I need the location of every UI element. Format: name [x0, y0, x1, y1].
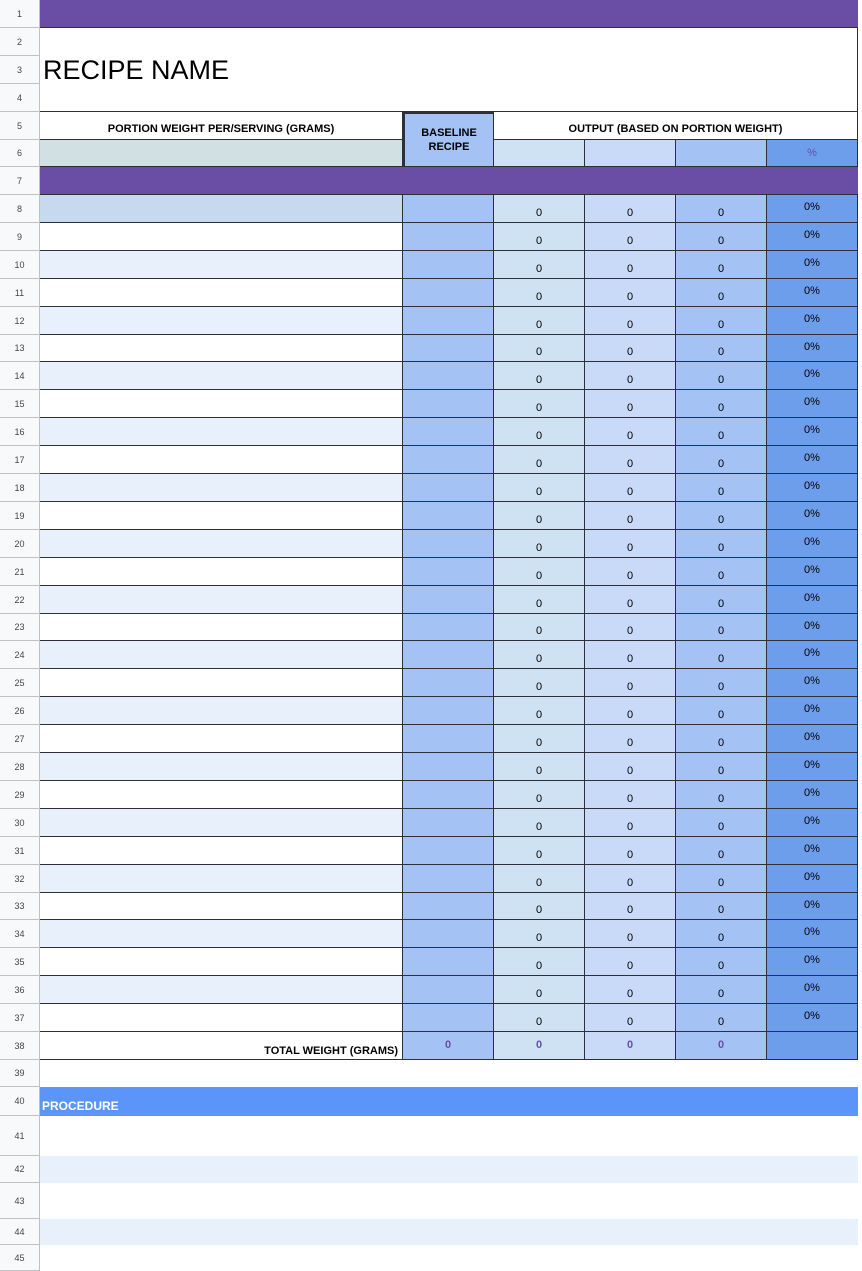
- row-header[interactable]: 10: [0, 251, 40, 279]
- output-value-3[interactable]: 0: [676, 223, 767, 251]
- baseline-value[interactable]: [403, 809, 494, 837]
- total-output-2[interactable]: 0: [585, 1032, 676, 1060]
- row-header[interactable]: 43: [0, 1183, 40, 1219]
- output-value-3[interactable]: 0: [676, 920, 767, 948]
- baseline-value[interactable]: [403, 697, 494, 725]
- output-value-3[interactable]: 0: [676, 697, 767, 725]
- output-header: OUTPUT (BASED ON PORTION WEIGHT): [494, 112, 858, 140]
- output-value-1[interactable]: 0: [494, 1004, 585, 1032]
- row-header[interactable]: 14: [0, 362, 40, 390]
- baseline-value[interactable]: [403, 446, 494, 474]
- output-value-1[interactable]: 0: [494, 195, 585, 223]
- row-header[interactable]: 28: [0, 753, 40, 781]
- baseline-value[interactable]: [403, 474, 494, 502]
- row-header[interactable]: 20: [0, 530, 40, 558]
- baseline-value[interactable]: [403, 893, 494, 920]
- row-header[interactable]: 22: [0, 586, 40, 614]
- ingredient-name[interactable]: [40, 335, 403, 362]
- procedure-step[interactable]: [40, 1156, 858, 1183]
- output-value-2[interactable]: 0: [585, 1004, 676, 1032]
- output-value-2[interactable]: 0: [585, 502, 676, 530]
- row-header[interactable]: 41: [0, 1116, 40, 1156]
- baseline-value[interactable]: [403, 335, 494, 362]
- output-value-3[interactable]: 0: [676, 809, 767, 837]
- baseline-value[interactable]: [403, 502, 494, 530]
- output-value-3[interactable]: 0: [676, 614, 767, 641]
- total-weight-label: TOTAL WEIGHT (GRAMS): [40, 1032, 403, 1060]
- ingredient-name[interactable]: [40, 195, 403, 223]
- baseline-value[interactable]: [403, 530, 494, 558]
- percent-value[interactable]: 0%: [767, 948, 858, 976]
- baseline-value[interactable]: [403, 307, 494, 335]
- output-value-2[interactable]: 0: [585, 474, 676, 502]
- output-value-1[interactable]: 0: [494, 335, 585, 362]
- ingredient-name[interactable]: [40, 279, 403, 307]
- row-header[interactable]: 18: [0, 474, 40, 502]
- ingredient-name[interactable]: [40, 614, 403, 641]
- baseline-value[interactable]: [403, 586, 494, 614]
- output-value-3[interactable]: 0: [676, 335, 767, 362]
- output-value-2[interactable]: 0: [585, 614, 676, 641]
- output-value-3[interactable]: 0: [676, 976, 767, 1004]
- output-value-3[interactable]: 0: [676, 865, 767, 893]
- ingredient-name[interactable]: [40, 307, 403, 335]
- output-value-2[interactable]: 0: [585, 948, 676, 976]
- row-header[interactable]: 3: [0, 56, 40, 84]
- output-value-1[interactable]: 0: [494, 362, 585, 390]
- baseline-value[interactable]: [403, 725, 494, 753]
- output-value-3[interactable]: 0: [676, 418, 767, 446]
- ingredient-name[interactable]: [40, 697, 403, 725]
- output-value-1[interactable]: 0: [494, 920, 585, 948]
- output-value-2[interactable]: 0: [585, 335, 676, 362]
- output-value-1[interactable]: 0: [494, 837, 585, 865]
- output-value-2[interactable]: 0: [585, 669, 676, 697]
- row-header[interactable]: 9: [0, 223, 40, 251]
- ingredient-name[interactable]: [40, 641, 403, 669]
- output-value-3[interactable]: 0: [676, 530, 767, 558]
- output-value-1[interactable]: 0: [494, 893, 585, 920]
- output-value-1[interactable]: 0: [494, 279, 585, 307]
- output-value-3[interactable]: 0: [676, 893, 767, 920]
- ingredient-name[interactable]: [40, 976, 403, 1004]
- percent-value[interactable]: 0%: [767, 362, 858, 390]
- output-value-3[interactable]: 0: [676, 669, 767, 697]
- output-value-1[interactable]: 0: [494, 725, 585, 753]
- ingredient-name[interactable]: [40, 725, 403, 753]
- output-value-2[interactable]: 0: [585, 195, 676, 223]
- row-header[interactable]: 30: [0, 809, 40, 837]
- ingredient-name[interactable]: [40, 586, 403, 614]
- baseline-value[interactable]: [403, 641, 494, 669]
- percent-value[interactable]: 0%: [767, 781, 858, 809]
- row-header[interactable]: 36: [0, 976, 40, 1004]
- percent-value[interactable]: 0%: [767, 251, 858, 279]
- baseline-value[interactable]: [403, 837, 494, 865]
- row-header[interactable]: 38: [0, 1032, 40, 1060]
- row-header[interactable]: 37: [0, 1004, 40, 1032]
- percent-value[interactable]: 0%: [767, 279, 858, 307]
- row-header[interactable]: 25: [0, 669, 40, 697]
- section-band: [40, 167, 858, 195]
- output-value-1[interactable]: 0: [494, 976, 585, 1004]
- percent-value[interactable]: 0%: [767, 335, 858, 362]
- recipe-title[interactable]: RECIPE NAME: [43, 56, 230, 84]
- percent-value[interactable]: 0%: [767, 390, 858, 418]
- ingredient-name[interactable]: [40, 837, 403, 865]
- ingredient-name[interactable]: [40, 418, 403, 446]
- output-value-2[interactable]: 0: [585, 362, 676, 390]
- ingredient-name[interactable]: [40, 865, 403, 893]
- output-value-2[interactable]: 0: [585, 809, 676, 837]
- baseline-value[interactable]: [403, 251, 494, 279]
- baseline-value[interactable]: [403, 558, 494, 586]
- percent-value[interactable]: 0%: [767, 669, 858, 697]
- row-header[interactable]: 27: [0, 725, 40, 753]
- percent-value[interactable]: 0%: [767, 418, 858, 446]
- ingredient-name[interactable]: [40, 502, 403, 530]
- output-value-2[interactable]: 0: [585, 279, 676, 307]
- row-header[interactable]: 39: [0, 1060, 40, 1087]
- output-value-2[interactable]: 0: [585, 976, 676, 1004]
- percent-value[interactable]: 0%: [767, 809, 858, 837]
- output-value-1[interactable]: 0: [494, 697, 585, 725]
- output-value-3[interactable]: 0: [676, 641, 767, 669]
- percent-value[interactable]: 0%: [767, 502, 858, 530]
- row-header[interactable]: 26: [0, 697, 40, 725]
- baseline-value[interactable]: [403, 976, 494, 1004]
- row-header[interactable]: 42: [0, 1156, 40, 1183]
- top-band: [40, 0, 858, 28]
- output-value-3[interactable]: 0: [676, 279, 767, 307]
- output-value-1[interactable]: 0: [494, 781, 585, 809]
- output-value-2[interactable]: 0: [585, 418, 676, 446]
- output-portion-2[interactable]: [585, 140, 676, 167]
- percent-value[interactable]: 0%: [767, 641, 858, 669]
- output-value-3[interactable]: 0: [676, 502, 767, 530]
- output-value-2[interactable]: 0: [585, 307, 676, 335]
- baseline-value[interactable]: [403, 279, 494, 307]
- output-value-3[interactable]: 0: [676, 753, 767, 781]
- ingredient-name[interactable]: [40, 474, 403, 502]
- output-value-2[interactable]: 0: [585, 251, 676, 279]
- percent-value[interactable]: 0%: [767, 614, 858, 641]
- output-value-3[interactable]: 0: [676, 781, 767, 809]
- output-value-2[interactable]: 0: [585, 920, 676, 948]
- baseline-value[interactable]: [403, 614, 494, 641]
- ingredient-name[interactable]: [40, 809, 403, 837]
- percent-value[interactable]: 0%: [767, 558, 858, 586]
- row-header[interactable]: 5: [0, 112, 40, 140]
- percent-value[interactable]: 0%: [767, 307, 858, 335]
- row-header[interactable]: 13: [0, 335, 40, 362]
- row-header[interactable]: 11: [0, 279, 40, 307]
- output-value-1[interactable]: 0: [494, 530, 585, 558]
- baseline-recipe-header: BASELINE RECIPE: [403, 112, 494, 167]
- output-value-2[interactable]: 0: [585, 223, 676, 251]
- baseline-value[interactable]: [403, 418, 494, 446]
- output-value-1[interactable]: 0: [494, 390, 585, 418]
- ingredient-name[interactable]: [40, 920, 403, 948]
- row-header[interactable]: 45: [0, 1245, 40, 1271]
- output-value-1[interactable]: 0: [494, 223, 585, 251]
- output-value-1[interactable]: 0: [494, 418, 585, 446]
- baseline-value[interactable]: [403, 920, 494, 948]
- output-value-3[interactable]: 0: [676, 362, 767, 390]
- output-value-1[interactable]: 0: [494, 948, 585, 976]
- output-value-1[interactable]: 0: [494, 865, 585, 893]
- ingredient-name[interactable]: [40, 558, 403, 586]
- output-value-1[interactable]: 0: [494, 809, 585, 837]
- percent-value[interactable]: 0%: [767, 586, 858, 614]
- output-value-3[interactable]: 0: [676, 307, 767, 335]
- total-percent[interactable]: [767, 1032, 858, 1060]
- output-value-3[interactable]: 0: [676, 195, 767, 223]
- ingredient-name[interactable]: [40, 446, 403, 474]
- row-header[interactable]: 33: [0, 893, 40, 920]
- row-header[interactable]: 17: [0, 446, 40, 474]
- percent-value[interactable]: 0%: [767, 697, 858, 725]
- output-value-1[interactable]: 0: [494, 446, 585, 474]
- baseline-value[interactable]: [403, 195, 494, 223]
- row-header[interactable]: 1: [0, 0, 40, 28]
- row-header[interactable]: 8: [0, 195, 40, 223]
- ingredient-name[interactable]: [40, 893, 403, 920]
- output-value-3[interactable]: 0: [676, 586, 767, 614]
- output-value-3[interactable]: 0: [676, 725, 767, 753]
- baseline-value[interactable]: [403, 781, 494, 809]
- percent-value[interactable]: 0%: [767, 753, 858, 781]
- baseline-value[interactable]: [403, 669, 494, 697]
- row-header[interactable]: 19: [0, 502, 40, 530]
- output-value-1[interactable]: 0: [494, 307, 585, 335]
- portion-weight-input[interactable]: [40, 140, 403, 167]
- row-header[interactable]: 24: [0, 641, 40, 669]
- percent-value[interactable]: 0%: [767, 446, 858, 474]
- total-output-1[interactable]: 0: [494, 1032, 585, 1060]
- row-header[interactable]: 4: [0, 84, 40, 112]
- output-portion-3[interactable]: [676, 140, 767, 167]
- percent-value[interactable]: 0%: [767, 530, 858, 558]
- percent-value[interactable]: 0%: [767, 976, 858, 1004]
- row-header[interactable]: 32: [0, 865, 40, 893]
- output-value-1[interactable]: 0: [494, 753, 585, 781]
- row-header[interactable]: 15: [0, 390, 40, 418]
- output-value-2[interactable]: 0: [585, 837, 676, 865]
- output-value-2[interactable]: 0: [585, 781, 676, 809]
- percent-value[interactable]: 0%: [767, 474, 858, 502]
- ingredient-name[interactable]: [40, 1004, 403, 1032]
- row-header[interactable]: 34: [0, 920, 40, 948]
- portion-weight-header: PORTION WEIGHT PER/SERVING (GRAMS): [40, 112, 403, 140]
- output-value-2[interactable]: 0: [585, 530, 676, 558]
- row-header[interactable]: 40: [0, 1087, 40, 1116]
- output-value-1[interactable]: 0: [494, 474, 585, 502]
- ingredient-name[interactable]: [40, 781, 403, 809]
- procedure-step[interactable]: [40, 1219, 858, 1245]
- output-value-1[interactable]: 0: [494, 586, 585, 614]
- output-value-3[interactable]: 0: [676, 474, 767, 502]
- row-header[interactable]: 2: [0, 28, 40, 56]
- baseline-value[interactable]: [403, 1004, 494, 1032]
- percent-value[interactable]: 0%: [767, 195, 858, 223]
- output-value-2[interactable]: 0: [585, 697, 676, 725]
- output-value-1[interactable]: 0: [494, 251, 585, 279]
- output-value-3[interactable]: 0: [676, 558, 767, 586]
- output-value-1[interactable]: 0: [494, 558, 585, 586]
- output-value-3[interactable]: 0: [676, 948, 767, 976]
- output-value-1[interactable]: 0: [494, 614, 585, 641]
- output-value-2[interactable]: 0: [585, 390, 676, 418]
- procedure-step[interactable]: [40, 1116, 858, 1156]
- row-header[interactable]: 29: [0, 781, 40, 809]
- output-value-3[interactable]: 0: [676, 446, 767, 474]
- baseline-value[interactable]: [403, 948, 494, 976]
- output-portion-1[interactable]: [494, 140, 585, 167]
- baseline-value[interactable]: [403, 223, 494, 251]
- total-output-3[interactable]: 0: [676, 1032, 767, 1060]
- output-value-3[interactable]: 0: [676, 837, 767, 865]
- ingredient-name[interactable]: [40, 753, 403, 781]
- row-header[interactable]: 16: [0, 418, 40, 446]
- output-value-1[interactable]: 0: [494, 669, 585, 697]
- row-header[interactable]: 6: [0, 140, 40, 167]
- procedure-step[interactable]: [40, 1245, 858, 1271]
- ingredient-name[interactable]: [40, 390, 403, 418]
- percent-value[interactable]: 0%: [767, 223, 858, 251]
- baseline-value[interactable]: [403, 390, 494, 418]
- procedure-header: PROCEDURE: [40, 1087, 858, 1116]
- output-value-3[interactable]: 0: [676, 390, 767, 418]
- output-value-1[interactable]: 0: [494, 502, 585, 530]
- baseline-value[interactable]: [403, 865, 494, 893]
- percent-value[interactable]: 0%: [767, 865, 858, 893]
- output-value-2[interactable]: 0: [585, 586, 676, 614]
- ingredient-name[interactable]: [40, 251, 403, 279]
- output-value-2[interactable]: 0: [585, 725, 676, 753]
- output-value-2[interactable]: 0: [585, 893, 676, 920]
- output-value-2[interactable]: 0: [585, 753, 676, 781]
- row-header[interactable]: 31: [0, 837, 40, 865]
- row-header[interactable]: 35: [0, 948, 40, 976]
- ingredient-name[interactable]: [40, 223, 403, 251]
- ingredient-name[interactable]: [40, 948, 403, 976]
- ingredient-name[interactable]: [40, 669, 403, 697]
- percent-value[interactable]: 0%: [767, 725, 858, 753]
- percent-value[interactable]: 0%: [767, 1004, 858, 1032]
- row-header[interactable]: 12: [0, 307, 40, 335]
- output-value-2[interactable]: 0: [585, 641, 676, 669]
- baseline-value[interactable]: [403, 753, 494, 781]
- output-value-3[interactable]: 0: [676, 1004, 767, 1032]
- percent-value[interactable]: 0%: [767, 837, 858, 865]
- percent-value[interactable]: 0%: [767, 893, 858, 920]
- output-value-2[interactable]: 0: [585, 558, 676, 586]
- procedure-step[interactable]: [40, 1183, 858, 1219]
- percent-value[interactable]: 0%: [767, 920, 858, 948]
- baseline-value[interactable]: [403, 362, 494, 390]
- output-value-1[interactable]: 0: [494, 641, 585, 669]
- row-header[interactable]: 44: [0, 1219, 40, 1245]
- percent-header: %: [767, 140, 858, 167]
- output-value-3[interactable]: 0: [676, 251, 767, 279]
- total-baseline[interactable]: 0: [403, 1032, 494, 1060]
- row-header[interactable]: 7: [0, 167, 40, 195]
- ingredient-name[interactable]: [40, 362, 403, 390]
- row-header[interactable]: 21: [0, 558, 40, 586]
- row-header[interactable]: 23: [0, 614, 40, 641]
- output-value-2[interactable]: 0: [585, 446, 676, 474]
- output-value-2[interactable]: 0: [585, 865, 676, 893]
- ingredient-name[interactable]: [40, 530, 403, 558]
